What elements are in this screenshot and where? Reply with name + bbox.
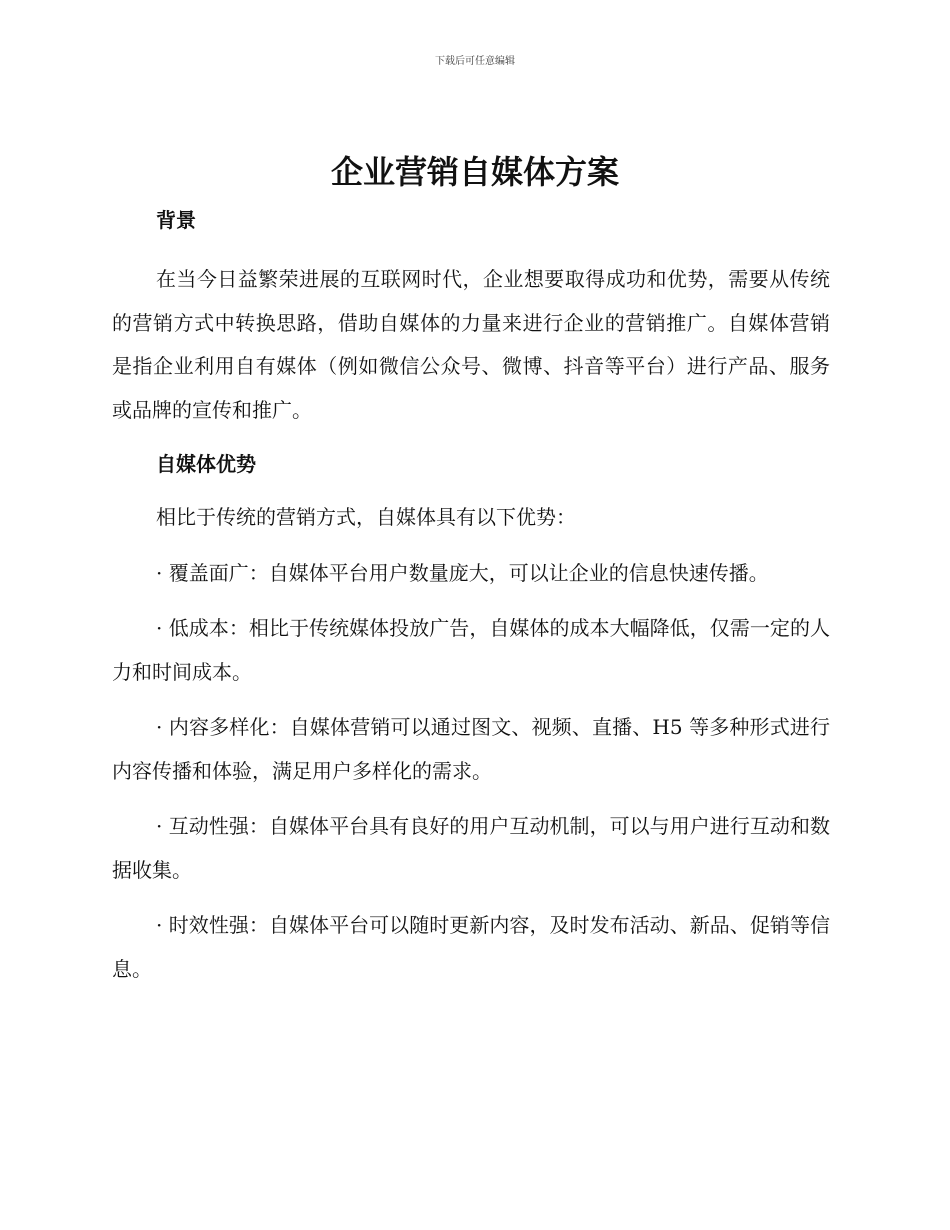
document-title: 企业营销自媒体方案 [330,153,619,191]
advantage-item-timeliness: · 时效性强：自媒体平台可以随时更新内容，及时发布活动、新品、促销等信息。 [112,913,830,981]
advantage-item-low-cost: · 低成本：相比于传统媒体投放广告，自媒体的成本大幅降低，仅需一定的人力和时间成本。 [112,616,830,684]
advantages-intro: 相比于传统的营销方式，自媒体具有以下优势： [156,505,576,529]
section-heading-advantages: 自媒体优势 [156,452,256,476]
document-body [112,200,830,991]
advantage-item-interactivity: · 互动性强：自媒体平台具有良好的用户互动机制，可以与用户进行互动和数据收集。 [112,814,830,882]
background-paragraph: 在当今日益繁荣进展的互联网时代，企业想要取得成功和优势，需要从传统的营销方式中转换思路，借助自媒体的力量来进行企业的营销推广。自媒体营销是指企业利用自有媒体（例如微信公众号、微博、抖音等平台）进行产品、服务或品牌的宣传和推广。 [112,267,830,422]
section-heading-background: 背景 [156,208,196,232]
header-note: 下载后可任意编辑 [435,56,515,67]
advantage-item-diverse-content: · 内容多样化：自媒体营销可以通过图文、视频、直播、H5 等多种形式进行内容传播和体验，满足用户多样化的需求。 [112,715,830,783]
advantage-item-coverage: · 覆盖面广：自媒体平台用户数量庞大，可以让企业的信息快速传播。 [156,560,769,585]
